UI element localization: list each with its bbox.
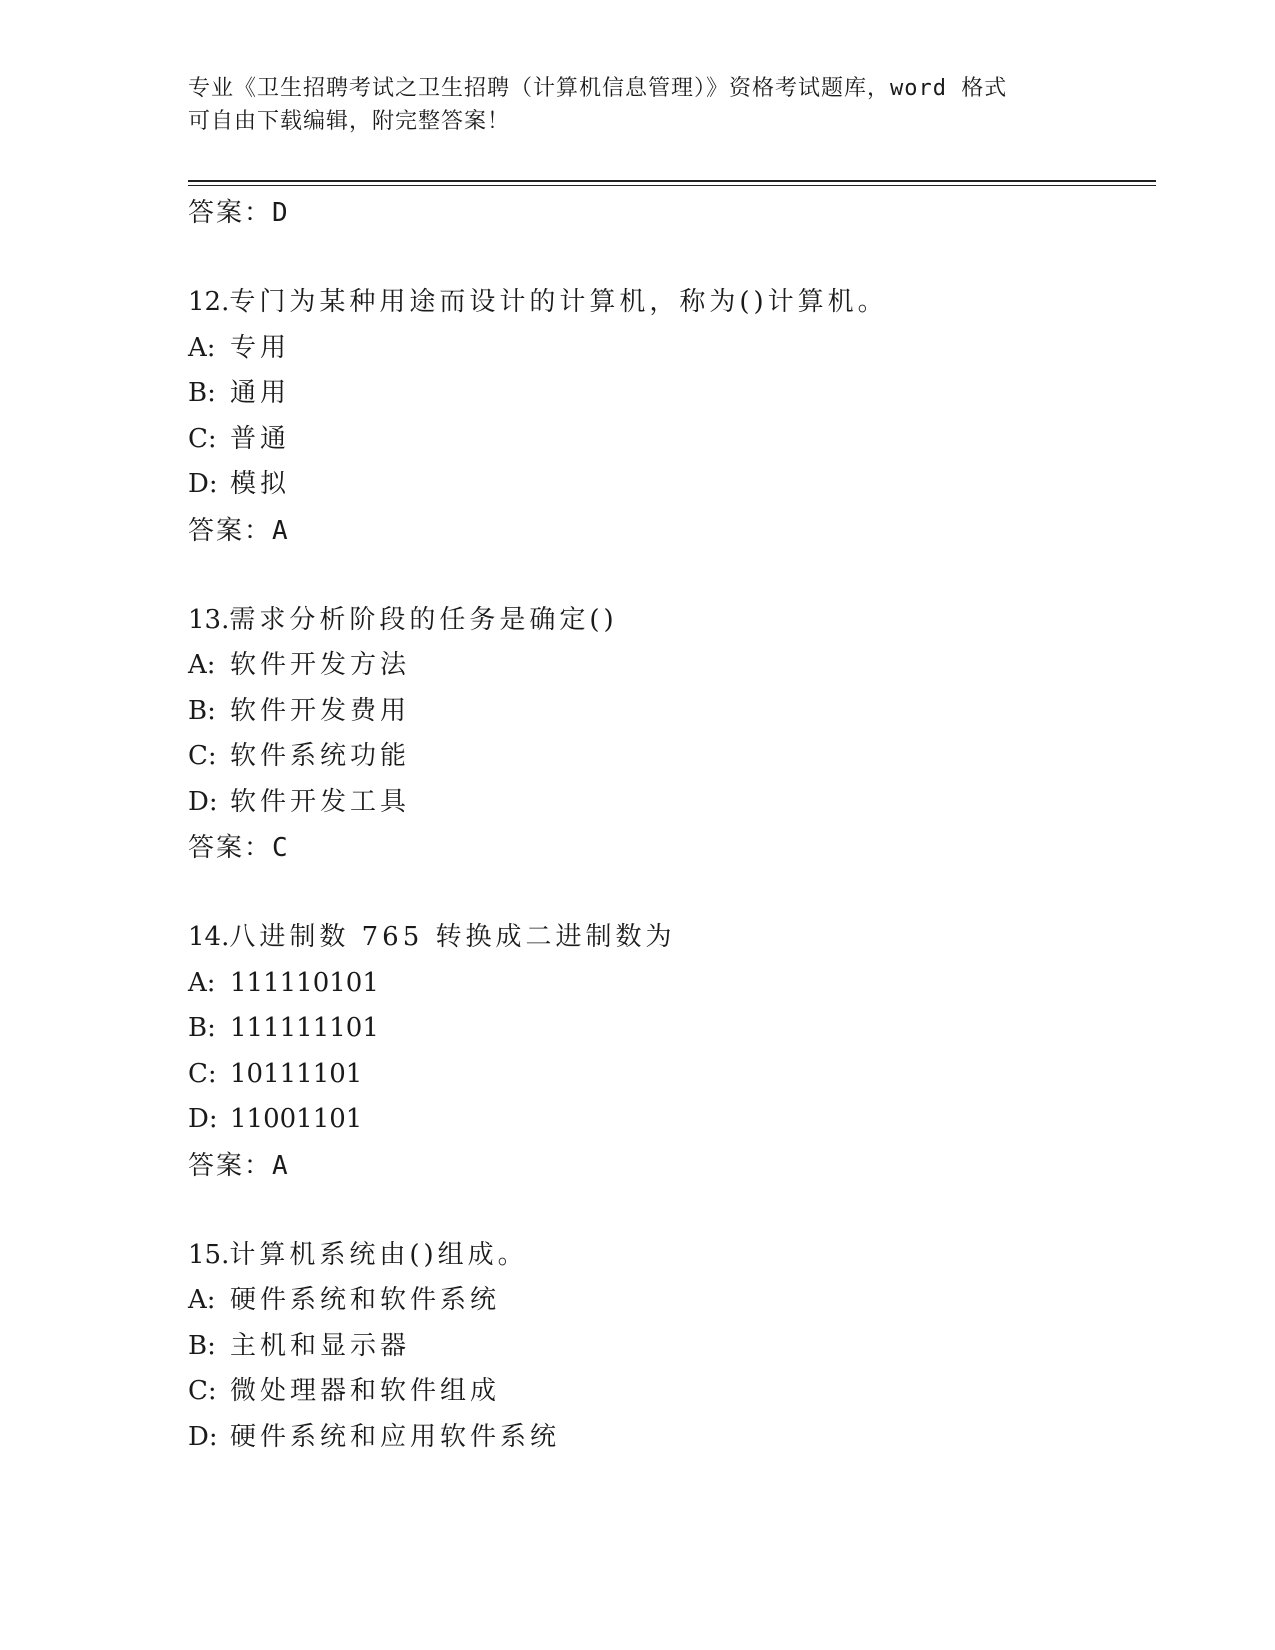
- question-text: [188, 1233, 1148, 1279]
- question-stem: 计算机系统由()组成。: [229, 1239, 528, 1270]
- option-c: [188, 1052, 1148, 1098]
- option-d: [188, 1415, 1148, 1461]
- option-text: 模拟: [230, 469, 291, 499]
- option-c: [188, 417, 1148, 463]
- question-stem: 专门为某种用途而设计的计算机，称为()计算机。: [229, 287, 888, 317]
- option-text: 微处理器和软件组成: [230, 1376, 501, 1406]
- option-a: [188, 1278, 1148, 1324]
- option-letter: D:: [188, 1104, 218, 1134]
- question-13: [188, 598, 1148, 872]
- option-d: [188, 1097, 1148, 1143]
- option-d: [188, 462, 1148, 508]
- option-letter: A:: [188, 967, 216, 998]
- question-number: 12.: [188, 287, 230, 317]
- option-c: [188, 734, 1148, 780]
- option-letter: B:: [188, 695, 216, 726]
- option-text: 普通: [230, 423, 291, 454]
- question-stem: 需求分析阶段的任务是确定(): [229, 604, 618, 635]
- header-line-2: 可自由下载编辑，附完整答案！: [188, 109, 511, 134]
- option-letter: D:: [188, 786, 218, 817]
- question-15: [188, 1233, 1148, 1461]
- question-text: [188, 280, 1148, 326]
- option-text: 通用: [230, 378, 291, 408]
- option-letter: A:: [188, 332, 216, 363]
- option-letter: C:: [188, 423, 217, 454]
- option-text: 软件开发费用: [230, 695, 411, 726]
- option-text: 111110101: [230, 967, 379, 998]
- option-text: 软件开发方法: [230, 650, 411, 680]
- question-number: 14.: [188, 922, 230, 952]
- option-text: 硬件系统和软件系统: [230, 1285, 501, 1315]
- option-a: [188, 643, 1148, 689]
- option-text: 111111101: [230, 1013, 379, 1043]
- option-b: [188, 1324, 1148, 1370]
- option-text: 10111101: [230, 1058, 363, 1089]
- answer-line: 答案：D: [188, 198, 290, 228]
- option-text: 软件开发工具: [230, 786, 411, 817]
- option-letter: B:: [188, 1013, 216, 1043]
- question-12: [188, 280, 1148, 554]
- option-a: [188, 961, 1148, 1007]
- question-text: [188, 915, 1148, 961]
- document-header: [188, 72, 1088, 138]
- answer-line: 答案：A: [188, 515, 290, 546]
- option-letter: D:: [188, 469, 218, 499]
- option-text: 专用: [230, 332, 291, 363]
- option-letter: A:: [188, 1285, 216, 1315]
- answer-line: 答案：C: [188, 833, 290, 863]
- option-c: [188, 1369, 1148, 1415]
- option-a: [188, 326, 1148, 372]
- header-divider-thick: [188, 180, 1156, 182]
- option-text: 硬件系统和应用软件系统: [230, 1421, 561, 1452]
- option-letter: C:: [188, 1376, 217, 1406]
- option-text: 软件系统功能: [230, 741, 411, 771]
- question-text: [188, 598, 1148, 644]
- header-divider-thin: [188, 185, 1156, 186]
- answer-line: 答案：A: [188, 1150, 290, 1181]
- option-d: [188, 780, 1148, 826]
- question-stem: 八进制数 765 转换成二进制数为: [229, 922, 676, 952]
- option-b: [188, 1006, 1148, 1052]
- option-letter: C:: [188, 741, 217, 771]
- option-letter: B:: [188, 378, 216, 408]
- question-number: 15.: [188, 1239, 230, 1270]
- question-list: [188, 190, 1148, 1460]
- option-letter: C:: [188, 1058, 217, 1089]
- question-14: [188, 915, 1148, 1189]
- option-letter: A:: [188, 650, 216, 680]
- option-letter: B:: [188, 1330, 216, 1361]
- option-text: 主机和显示器: [230, 1330, 411, 1361]
- option-letter: D:: [188, 1421, 218, 1452]
- option-b: [188, 371, 1148, 417]
- option-text: 11001101: [230, 1104, 363, 1134]
- option-b: [188, 689, 1148, 735]
- header-line-1: 专业《卫生招聘考试之卫生招聘（计算机信息管理）》资格考试题库，word 格式: [188, 76, 1008, 101]
- question-number: 13.: [188, 604, 230, 635]
